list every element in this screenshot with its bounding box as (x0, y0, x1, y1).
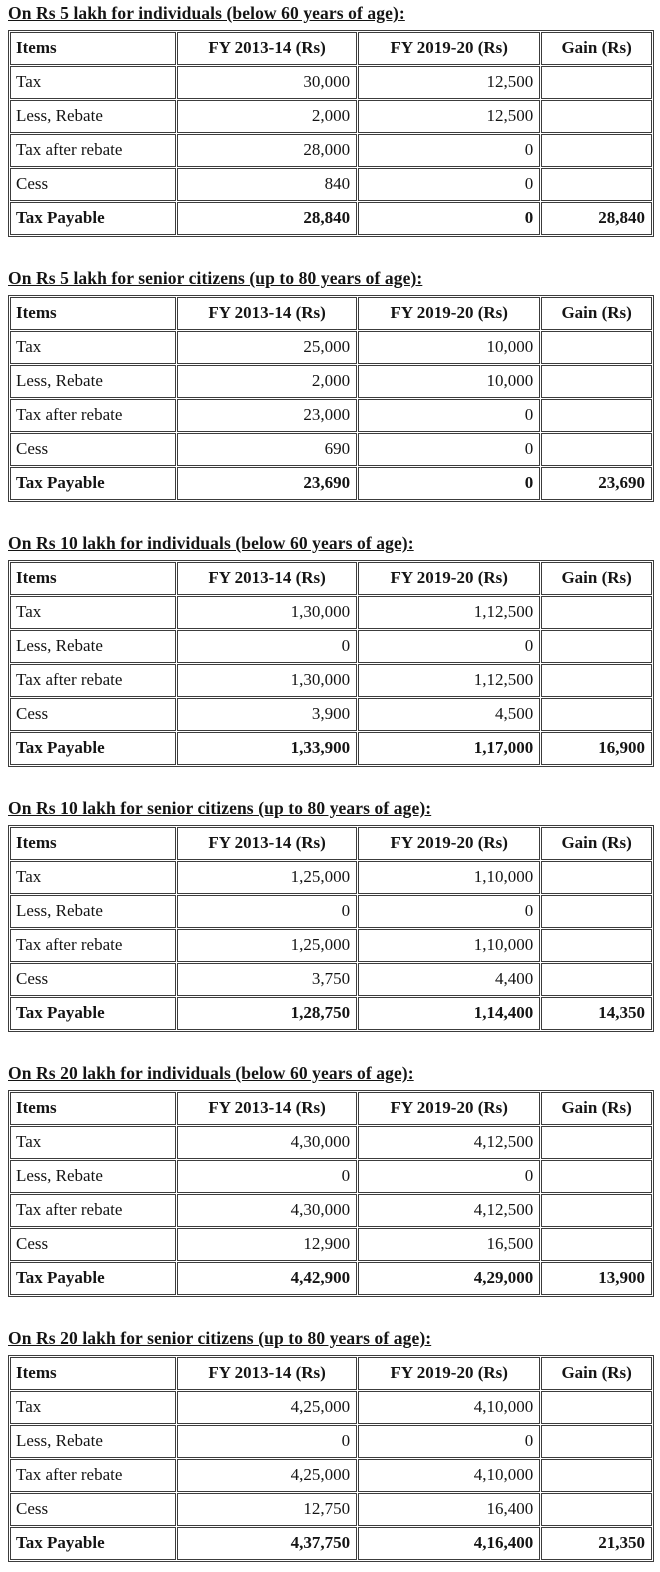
item-label-cell: Less, Rebate (10, 100, 176, 133)
total-row (10, 202, 652, 235)
amount-cell: 0 (358, 399, 540, 432)
amount-cell: 0 (358, 1160, 540, 1193)
table-header-row (10, 562, 652, 595)
item-label-cell: Cess (10, 1228, 176, 1261)
table-row (10, 895, 652, 928)
section-title: On Rs 5 lakh for senior citizens (up to 80 years of age): (8, 268, 423, 288)
amount-cell (541, 1160, 652, 1193)
amount-cell: 690 (177, 433, 357, 466)
table-header-row (10, 32, 652, 65)
column-header: FY 2019-20 (Rs) (358, 827, 540, 860)
amount-cell: 0 (358, 1425, 540, 1458)
table-row (10, 331, 652, 364)
column-header: FY 2019-20 (Rs) (358, 297, 540, 330)
total-row (10, 1262, 652, 1295)
item-label-cell: Tax Payable (10, 202, 176, 235)
total-row (10, 732, 652, 765)
table-row (10, 963, 652, 996)
amount-cell: 10,000 (358, 331, 540, 364)
amount-cell: 1,10,000 (358, 929, 540, 962)
amount-cell: 0 (177, 630, 357, 663)
amount-cell (541, 1228, 652, 1261)
amount-cell (541, 331, 652, 364)
table-row (10, 1228, 652, 1261)
amount-cell: 28,000 (177, 134, 357, 167)
amount-cell: 4,10,000 (358, 1459, 540, 1492)
column-header: FY 2013-14 (Rs) (177, 562, 357, 595)
amount-cell: 0 (358, 134, 540, 167)
tax-comparison-section (8, 268, 654, 502)
table-row (10, 1194, 652, 1227)
tax-comparison-section (8, 3, 654, 237)
amount-cell: 4,16,400 (358, 1527, 540, 1560)
table-row (10, 100, 652, 133)
amount-cell: 28,840 (541, 202, 652, 235)
item-label-cell: Tax Payable (10, 467, 176, 500)
column-header: FY 2013-14 (Rs) (177, 297, 357, 330)
item-label-cell: Less, Rebate (10, 1425, 176, 1458)
amount-cell: 840 (177, 168, 357, 201)
amount-cell: 21,350 (541, 1527, 652, 1560)
amount-cell (541, 66, 652, 99)
tax-table (8, 1355, 654, 1562)
table-header-row (10, 1092, 652, 1125)
amount-cell: 4,400 (358, 963, 540, 996)
column-header: Items (10, 562, 176, 595)
item-label-cell: Tax after rebate (10, 1459, 176, 1492)
table-row (10, 399, 652, 432)
total-row (10, 1527, 652, 1560)
amount-cell (541, 168, 652, 201)
total-row (10, 997, 652, 1030)
amount-cell: 1,25,000 (177, 861, 357, 894)
column-header: FY 2019-20 (Rs) (358, 562, 540, 595)
amount-cell: 4,25,000 (177, 1391, 357, 1424)
amount-cell: 4,12,500 (358, 1126, 540, 1159)
item-label-cell: Less, Rebate (10, 1160, 176, 1193)
amount-cell (541, 1126, 652, 1159)
amount-cell: 0 (358, 433, 540, 466)
amount-cell: 4,500 (358, 698, 540, 731)
column-header: Gain (Rs) (541, 1092, 652, 1125)
item-label-cell: Tax after rebate (10, 1194, 176, 1227)
amount-cell: 4,42,900 (177, 1262, 357, 1295)
amount-cell (541, 1459, 652, 1492)
total-row (10, 467, 652, 500)
amount-cell: 1,12,500 (358, 596, 540, 629)
table-row (10, 1160, 652, 1193)
item-label-cell: Tax (10, 596, 176, 629)
tax-table (8, 295, 654, 502)
amount-cell: 14,350 (541, 997, 652, 1030)
amount-cell (541, 861, 652, 894)
amount-cell (541, 664, 652, 697)
column-header: Gain (Rs) (541, 562, 652, 595)
column-header: Items (10, 32, 176, 65)
amount-cell (541, 1194, 652, 1227)
amount-cell (541, 1391, 652, 1424)
column-header: Items (10, 827, 176, 860)
item-label-cell: Cess (10, 433, 176, 466)
table-row (10, 1425, 652, 1458)
amount-cell: 12,500 (358, 100, 540, 133)
item-label-cell: Tax after rebate (10, 929, 176, 962)
table-row (10, 433, 652, 466)
table-header-row (10, 297, 652, 330)
amount-cell (541, 1493, 652, 1526)
table-header-row (10, 827, 652, 860)
table-row (10, 66, 652, 99)
column-header: Items (10, 1092, 176, 1125)
amount-cell: 16,900 (541, 732, 652, 765)
amount-cell: 16,400 (358, 1493, 540, 1526)
amount-cell: 12,500 (358, 66, 540, 99)
item-label-cell: Tax (10, 66, 176, 99)
amount-cell: 30,000 (177, 66, 357, 99)
item-label-cell: Tax Payable (10, 1262, 176, 1295)
amount-cell (541, 698, 652, 731)
column-header: Gain (Rs) (541, 827, 652, 860)
item-label-cell: Tax (10, 331, 176, 364)
amount-cell: 4,30,000 (177, 1194, 357, 1227)
amount-cell: 23,690 (177, 467, 357, 500)
table-row (10, 1493, 652, 1526)
amount-cell: 2,000 (177, 365, 357, 398)
item-label-cell: Cess (10, 1493, 176, 1526)
amount-cell: 3,900 (177, 698, 357, 731)
amount-cell: 4,25,000 (177, 1459, 357, 1492)
amount-cell (541, 433, 652, 466)
amount-cell (541, 630, 652, 663)
table-row (10, 168, 652, 201)
column-header: FY 2019-20 (Rs) (358, 32, 540, 65)
table-row (10, 929, 652, 962)
column-header: Gain (Rs) (541, 297, 652, 330)
amount-cell: 1,28,750 (177, 997, 357, 1030)
amount-cell (541, 1425, 652, 1458)
table-row (10, 630, 652, 663)
amount-cell: 4,37,750 (177, 1527, 357, 1560)
amount-cell: 1,10,000 (358, 861, 540, 894)
column-header: FY 2013-14 (Rs) (177, 32, 357, 65)
item-label-cell: Tax (10, 861, 176, 894)
tax-table (8, 30, 654, 237)
amount-cell: 1,14,400 (358, 997, 540, 1030)
amount-cell: 1,30,000 (177, 664, 357, 697)
amount-cell: 0 (358, 630, 540, 663)
table-header-row (10, 1357, 652, 1390)
amount-cell: 4,29,000 (358, 1262, 540, 1295)
tax-table (8, 1090, 654, 1297)
amount-cell: 4,12,500 (358, 1194, 540, 1227)
column-header: Gain (Rs) (541, 32, 652, 65)
amount-cell: 25,000 (177, 331, 357, 364)
amount-cell: 1,33,900 (177, 732, 357, 765)
section-title: On Rs 20 lakh for senior citizens (up to 80 years of age): (8, 1328, 432, 1348)
table-row (10, 365, 652, 398)
item-label-cell: Tax Payable (10, 997, 176, 1030)
item-label-cell: Tax (10, 1126, 176, 1159)
item-label-cell: Tax after rebate (10, 134, 176, 167)
table-row (10, 664, 652, 697)
amount-cell (541, 399, 652, 432)
amount-cell: 0 (358, 202, 540, 235)
amount-cell: 1,30,000 (177, 596, 357, 629)
item-label-cell: Tax (10, 1391, 176, 1424)
amount-cell: 13,900 (541, 1262, 652, 1295)
amount-cell (541, 365, 652, 398)
amount-cell (541, 100, 652, 133)
amount-cell: 10,000 (358, 365, 540, 398)
tax-comparison-section (8, 533, 654, 767)
amount-cell (541, 134, 652, 167)
amount-cell: 0 (177, 1425, 357, 1458)
item-label-cell: Tax Payable (10, 1527, 176, 1560)
amount-cell (541, 596, 652, 629)
item-label-cell: Cess (10, 698, 176, 731)
table-row (10, 596, 652, 629)
table-row (10, 1459, 652, 1492)
tax-table (8, 560, 654, 767)
amount-cell: 28,840 (177, 202, 357, 235)
amount-cell: 1,25,000 (177, 929, 357, 962)
column-header: Items (10, 297, 176, 330)
amount-cell: 23,000 (177, 399, 357, 432)
table-row (10, 134, 652, 167)
item-label-cell: Tax after rebate (10, 664, 176, 697)
column-header: FY 2019-20 (Rs) (358, 1357, 540, 1390)
section-title: On Rs 10 lakh for individuals (below 60 years of age): (8, 533, 414, 553)
table-row (10, 1126, 652, 1159)
amount-cell: 4,30,000 (177, 1126, 357, 1159)
column-header: FY 2013-14 (Rs) (177, 1357, 357, 1390)
amount-cell (541, 895, 652, 928)
column-header: Gain (Rs) (541, 1357, 652, 1390)
tax-comparison-section (8, 798, 654, 1032)
tax-comparison-section (8, 1328, 654, 1562)
table-row (10, 1391, 652, 1424)
item-label-cell: Less, Rebate (10, 630, 176, 663)
item-label-cell: Tax after rebate (10, 399, 176, 432)
tax-table (8, 825, 654, 1032)
item-label-cell: Cess (10, 963, 176, 996)
amount-cell: 1,17,000 (358, 732, 540, 765)
amount-cell: 0 (177, 1160, 357, 1193)
amount-cell: 0 (177, 895, 357, 928)
section-title: On Rs 10 lakh for senior citizens (up to 80 years of age): (8, 798, 432, 818)
amount-cell: 1,12,500 (358, 664, 540, 697)
amount-cell: 23,690 (541, 467, 652, 500)
amount-cell: 2,000 (177, 100, 357, 133)
item-label-cell: Less, Rebate (10, 365, 176, 398)
amount-cell: 12,900 (177, 1228, 357, 1261)
amount-cell (541, 929, 652, 962)
amount-cell: 0 (358, 467, 540, 500)
column-header: FY 2013-14 (Rs) (177, 1092, 357, 1125)
section-title: On Rs 5 lakh for individuals (below 60 years of age): (8, 3, 405, 23)
item-label-cell: Cess (10, 168, 176, 201)
table-row (10, 861, 652, 894)
table-row (10, 698, 652, 731)
amount-cell: 4,10,000 (358, 1391, 540, 1424)
column-header: FY 2013-14 (Rs) (177, 827, 357, 860)
amount-cell (541, 963, 652, 996)
column-header: FY 2019-20 (Rs) (358, 1092, 540, 1125)
amount-cell: 16,500 (358, 1228, 540, 1261)
item-label-cell: Less, Rebate (10, 895, 176, 928)
amount-cell: 12,750 (177, 1493, 357, 1526)
amount-cell: 0 (358, 168, 540, 201)
amount-cell: 0 (358, 895, 540, 928)
column-header: Items (10, 1357, 176, 1390)
amount-cell: 3,750 (177, 963, 357, 996)
item-label-cell: Tax Payable (10, 732, 176, 765)
section-title: On Rs 20 lakh for individuals (below 60 years of age): (8, 1063, 414, 1083)
tax-comparison-section (8, 1063, 654, 1297)
